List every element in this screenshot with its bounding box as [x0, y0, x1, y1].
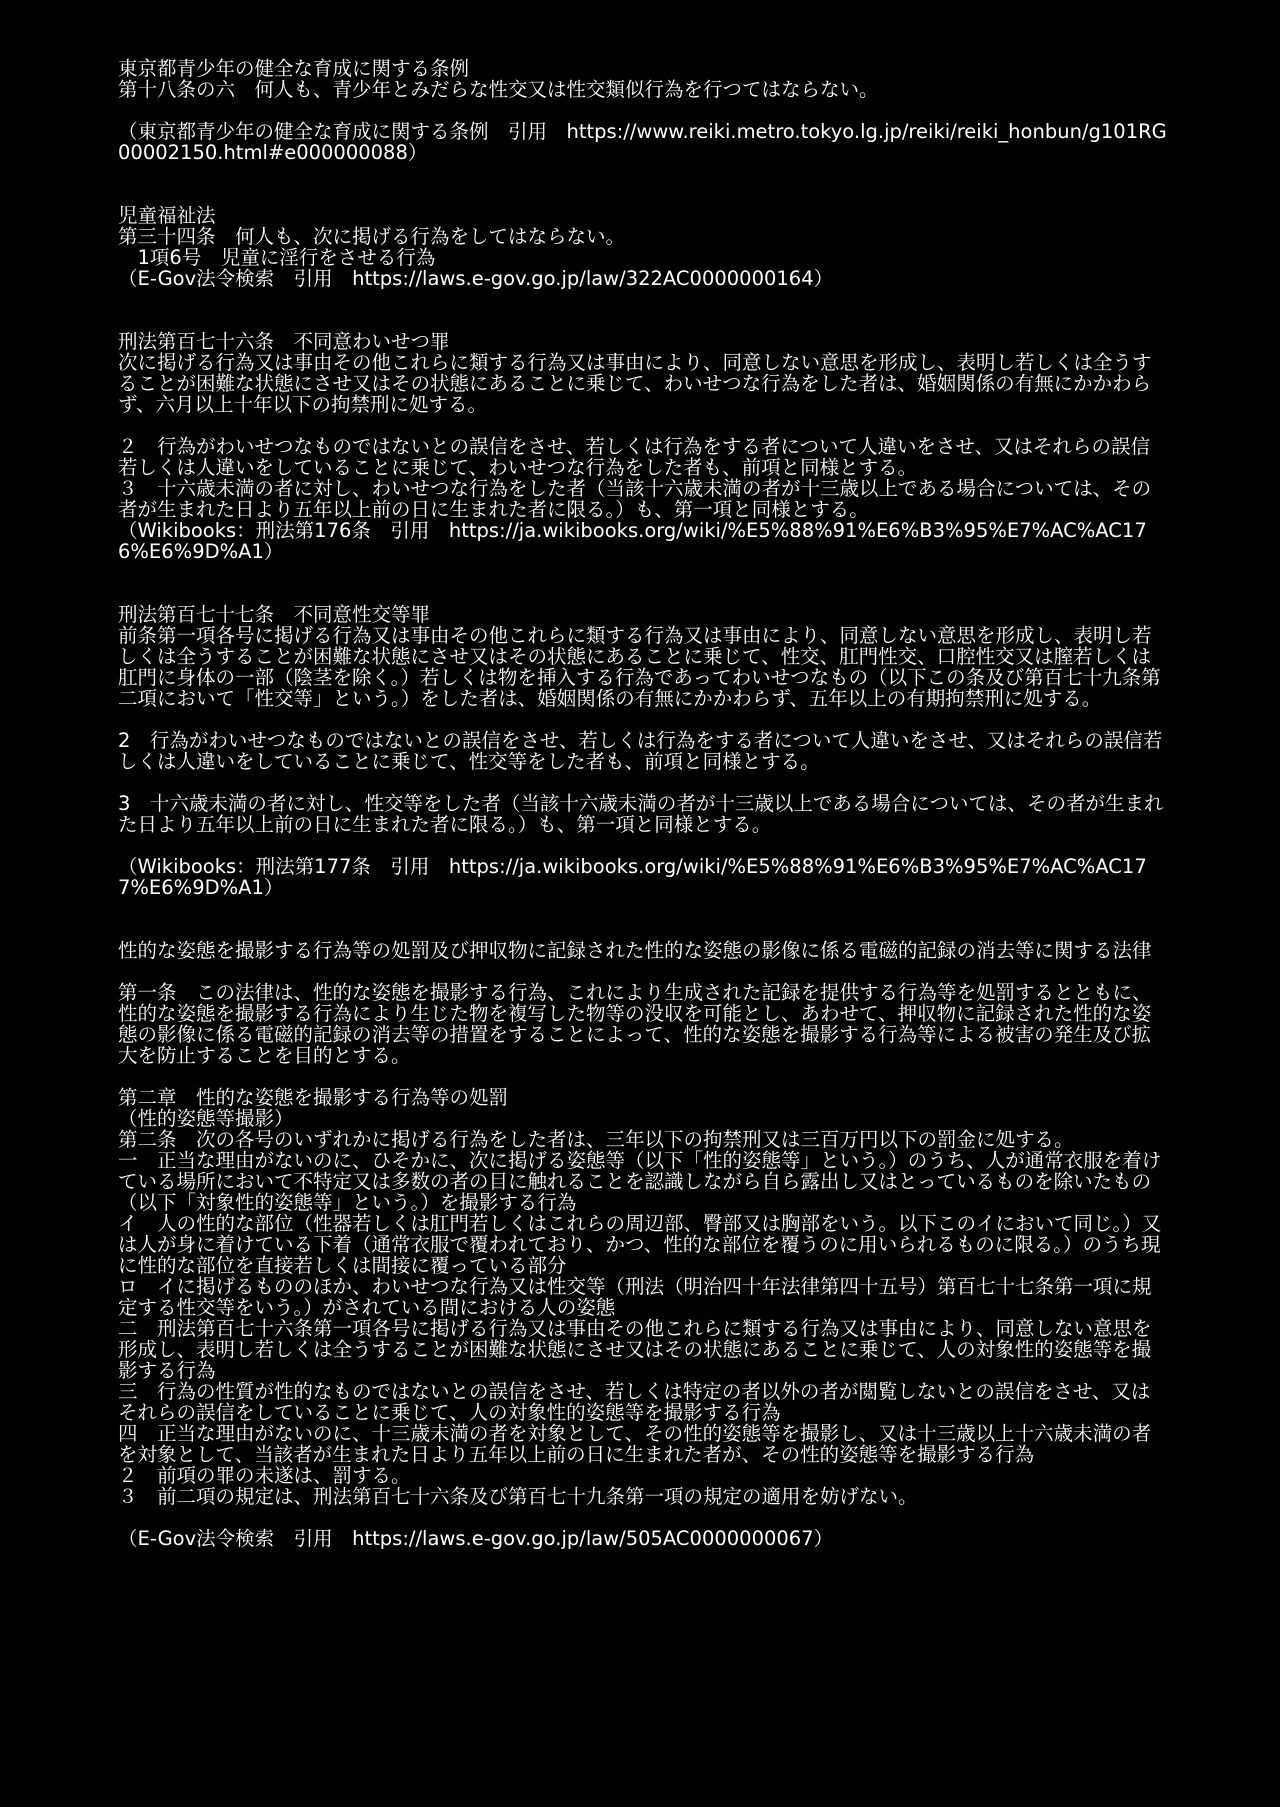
section-title: 東京都青少年の健全な育成に関する条例 [118, 57, 470, 80]
paragraph: 第二章 性的な姿態を撮影する行為等の処罰 [118, 1086, 509, 1109]
law-section [118, 58, 1168, 163]
paragraph: 一 正当な理由がないのに、ひそかに、次に掲げる姿態等（以下「性的姿態等」という。）のうち、人が通常衣服を着けている場所において不特定又は多数の者の目に触れることを認識しながら自ら露出し又はとっているものを除いたもの（以下「対象性的姿態等」という。）を撮影する行為 [118, 1149, 1162, 1214]
paragraph: （E-Gov法令検索 引用 https://laws.e-gov.go.jp/law/505AC0000000067） [118, 1527, 834, 1550]
paragraph: 三 行為の性質が性的なものではないとの誤信をさせ、若しくは特定の者以外の者が閲覧しないとの誤信をさせ、又はそれらの誤信をしていることに乗じて、人の対象性的姿態等を撮影する行為 [118, 1380, 1151, 1424]
paragraph: ２ 前項の罪の未遂は、罰する。 [118, 1464, 411, 1487]
paragraph: ロ イに掲げるもののほか、わいせつな行為又は性交等（刑法（明治四十年法律第四十五号）第百七十七条第一項に規定する性交等をいう。）がされている間における人の姿態 [118, 1275, 1152, 1319]
paragraph: 第一条 この法律は、性的な姿態を撮影する行為、これにより生成された記録を提供する行為等を処罰するとともに、性的な姿態を撮影する行為により生じた物を複写した物等の没収を可能とし、あわせて、押収物に記録された性的な姿態の影像に係る電磁的記録の消去等の措置をすることによって、性的な姿態を撮影する行為等による被害の発生及び拡大を防止することを目的とする。 [118, 981, 1152, 1067]
paragraph: イ 人の性的な部位（性器若しくは肛門若しくはこれらの周辺部、臀部又は胸部をいう。以下このイにおいて同じ。）又は人が身に着けている下着（通常衣服で覆われており、かつ、性的な部位を覆うのに用いられるものに限る。）のうち現に性的な部位を直接若しくは間接に覆っている部分 [118, 1212, 1162, 1277]
section-title: 児童福祉法 [118, 204, 216, 227]
paragraph-spacer [118, 100, 1168, 121]
section-spacer [118, 898, 1168, 940]
section-spacer [118, 562, 1168, 604]
paragraph: ３ 十六歳未満の者に対し、わいせつな行為をした者（当該十六歳未満の者が十三歳以上である場合については、その者が生まれた日より五年以上前の日に生まれた者に限る。）も、第一項と同様とする。 [118, 477, 1152, 521]
paragraph: （E-Gov法令検索 引用 https://laws.e-gov.go.jp/law/322AC0000000164） [118, 267, 834, 290]
paragraph: （東京都青少年の健全な育成に関する条例 引用 https://www.reiki.metro.tokyo.lg.jp/reiki/reiki_honbun/g101RG00002150.html#e000000088） [118, 120, 1167, 164]
paragraph: ２ 行為がわいせつなものではないとの誤信をさせ、若しくは行為をする者について人違いをさせ、又はそれらの誤信若しくは人違いをしていることに乗じて、わいせつな行為をした者も、前項と同様とする。 [118, 435, 1150, 479]
law-section [118, 205, 1168, 289]
paragraph: 2 行為がわいせつなものではないとの誤信をさせ、若しくは行為をする者について人違いをさせ、又はそれらの誤信若しくは人違いをしていることに乗じて、性交等をした者も、前項と同様とする。 [118, 729, 1163, 773]
law-section [118, 331, 1168, 562]
paragraph-spacer [118, 1066, 1168, 1087]
section-title: 性的な姿態を撮影する行為等の処罰及び押収物に記録された性的な姿態の影像に係る電磁的記録の消去等に関する法律 [118, 939, 1152, 962]
paragraph: 3 十六歳未満の者に対し、性交等をした者（当該十六歳未満の者が十三歳以上である場合については、その者が生まれた日より五年以上前の日に生まれた者に限る。）も、第一項と同様とする。 [118, 792, 1164, 836]
paragraph: 第二条 次の各号のいずれかに掲げる行為をした者は、三年以下の拘禁刑又は三百万円以下の罰金に処する。 [118, 1128, 1074, 1151]
paragraph: 前条第一項各号に掲げる行為又は事由その他これらに類する行為又は事由により、同意しない意思を形成し、表明し若しくは全うすることが困難な状態にさせ又はその状態にあることに乗じて、性交、肛門性交、口腔性交又は膣若しくは肛門に身体の一部（陰茎を除く。）若しくは物を挿入する行為であってわいせつなもの（以下この条及び第百七十九条第二項において「性交等」という。）をした者は、婚姻関係の有無にかかわらず、五年以上の有期拘禁刑に処する。 [118, 624, 1161, 710]
section-spacer [118, 163, 1168, 205]
paragraph: ３ 前二項の規定は、刑法第百七十六条及び第百七十九条第一項の規定の適用を妨げない。 [118, 1485, 918, 1508]
paragraph: 二 刑法第百七十六条第一項各号に掲げる行為又は事由その他これらに類する行為又は事由により、同意しない意思を形成し、表明し若しくは全うすることが困難な状態にさせ又はその状態にあることに乗じて、人の対象性的姿態等を撮影する行為 [118, 1317, 1152, 1382]
paragraph: 次に掲げる行為又は事由その他これらに類する行為又は事由により、同意しない意思を形成し、表明し若しくは全うすることが困難な状態にさせ又はその状態にあることに乗じて、わいせつな行為をした者は、婚姻関係の有無にかかわらず、六月以上十年以下の拘禁刑に処する。 [118, 351, 1152, 416]
document-body [118, 58, 1168, 1549]
paragraph-spacer [118, 772, 1168, 793]
law-section [118, 604, 1168, 898]
paragraph-spacer [118, 709, 1168, 730]
section-spacer [118, 289, 1168, 331]
paragraph: 第十八条の六 何人も、青少年とみだらな性交又は性交類似行為を行つてはならない。 [118, 78, 879, 101]
paragraph: 1項6号 児童に淫行をさせる行為 [118, 246, 436, 269]
law-section [118, 940, 1168, 1549]
paragraph-spacer [118, 961, 1168, 982]
section-title: 刑法第百七十六条 不同意わいせつ罪 [118, 330, 450, 353]
paragraph: 第三十四条 何人も、次に掲げる行為をしてはならない。 [118, 225, 626, 248]
paragraph-spacer [118, 1507, 1168, 1528]
paragraph-spacer [118, 835, 1168, 856]
paragraph: （Wikibooks：刑法第176条 引用 https://ja.wikibooks.org/wiki/%E5%88%91%E6%B3%95%E7%AC%AC176%E6%9D%A1） [118, 519, 1147, 563]
paragraph: （Wikibooks：刑法第177条 引用 https://ja.wikibooks.org/wiki/%E5%88%91%E6%B3%95%E7%AC%AC177%E6%9D%A1） [118, 855, 1147, 899]
paragraph: 四 正当な理由がないのに、十三歳未満の者を対象として、その性的姿態等を撮影し、又は十三歳以上十六歳未満の者を対象として、当該者が生まれた日より五年以上前の日に生まれた者が、その性的姿態等を撮影する行為 [118, 1422, 1152, 1466]
section-title: 刑法第百七十七条 不同意性交等罪 [118, 603, 431, 626]
paragraph: （性的姿態等撮影） [118, 1107, 294, 1130]
paragraph-spacer [118, 415, 1168, 436]
